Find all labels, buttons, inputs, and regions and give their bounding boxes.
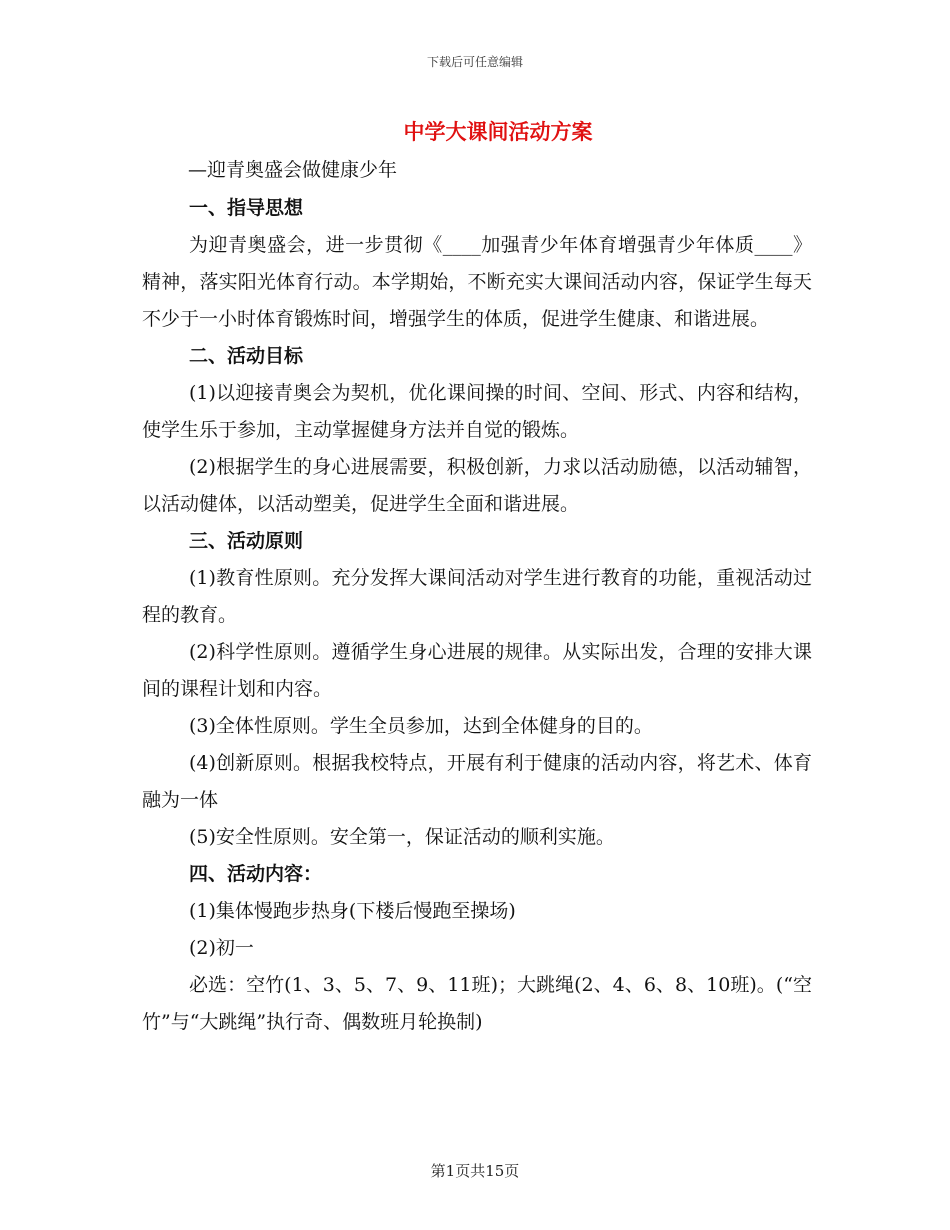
document-title: 中学大课间活动方案: [403, 119, 593, 144]
body-paragraph: (1)以迎接青奥会为契机，优化课间操的时间、空间、形式、内容和结构，使学生乐于参加，主动掌握健身方法并自觉的锻炼。: [142, 382, 812, 441]
body-paragraph: 为迎青奥盛会，进一步贯彻《____加强青少年体育增强青少年体质____》精神，落实阳光体育行动。本学期始，不断充实大课间活动内容，保证学生每天不少于一小时体育锻炼时间，增强学生的体质，促进学生健康、和谐进展。: [142, 234, 812, 330]
section-heading: 三、活动原则: [189, 530, 304, 552]
body-paragraph: 必选：空竹(1、3、5、7、9、11班)；大跳绳(2、4、6、8、10班)。(“空竹”与“大跳绳”执行奇、偶数班月轮换制): [142, 974, 812, 1033]
body-paragraph: (2)初一: [189, 937, 254, 959]
body-paragraph: (1)教育性原则。充分发挥大课间活动对学生进行教育的功能，重视活动过程的教育。: [142, 567, 812, 626]
section-heading: 二、活动目标: [189, 345, 304, 367]
body-paragraph: (4)创新原则。根据我校特点，开展有利于健康的活动内容，将艺术、体育融为一体: [142, 752, 812, 811]
body-paragraph: (2)根据学生的身心进展需要，积极创新，力求以活动励德，以活动辅智，以活动健体，以活动塑美，促进学生全面和谐进展。: [142, 456, 812, 515]
page-header-note: 下载后可任意编辑: [426, 55, 523, 69]
document-body: [142, 190, 812, 1041]
body-paragraph: (2)科学性原则。遵循学生身心进展的规律。从实际出发，合理的安排大课间的课程计划和内容。: [142, 641, 812, 700]
page-number: 第1页共15页: [430, 1162, 520, 1180]
section-heading: 四、活动内容：: [189, 863, 323, 885]
body-paragraph: (3)全体性原则。学生全员参加，达到全体健身的目的。: [189, 715, 653, 737]
document-subtitle: —迎青奥盛会做健康少年: [188, 159, 398, 181]
section-heading: 一、指导思想: [189, 197, 304, 219]
body-paragraph: (5)安全性原则。安全第一，保证活动的顺利实施。: [189, 826, 615, 848]
body-paragraph: (1)集体慢跑步热身(下楼后慢跑至操场): [189, 900, 516, 922]
